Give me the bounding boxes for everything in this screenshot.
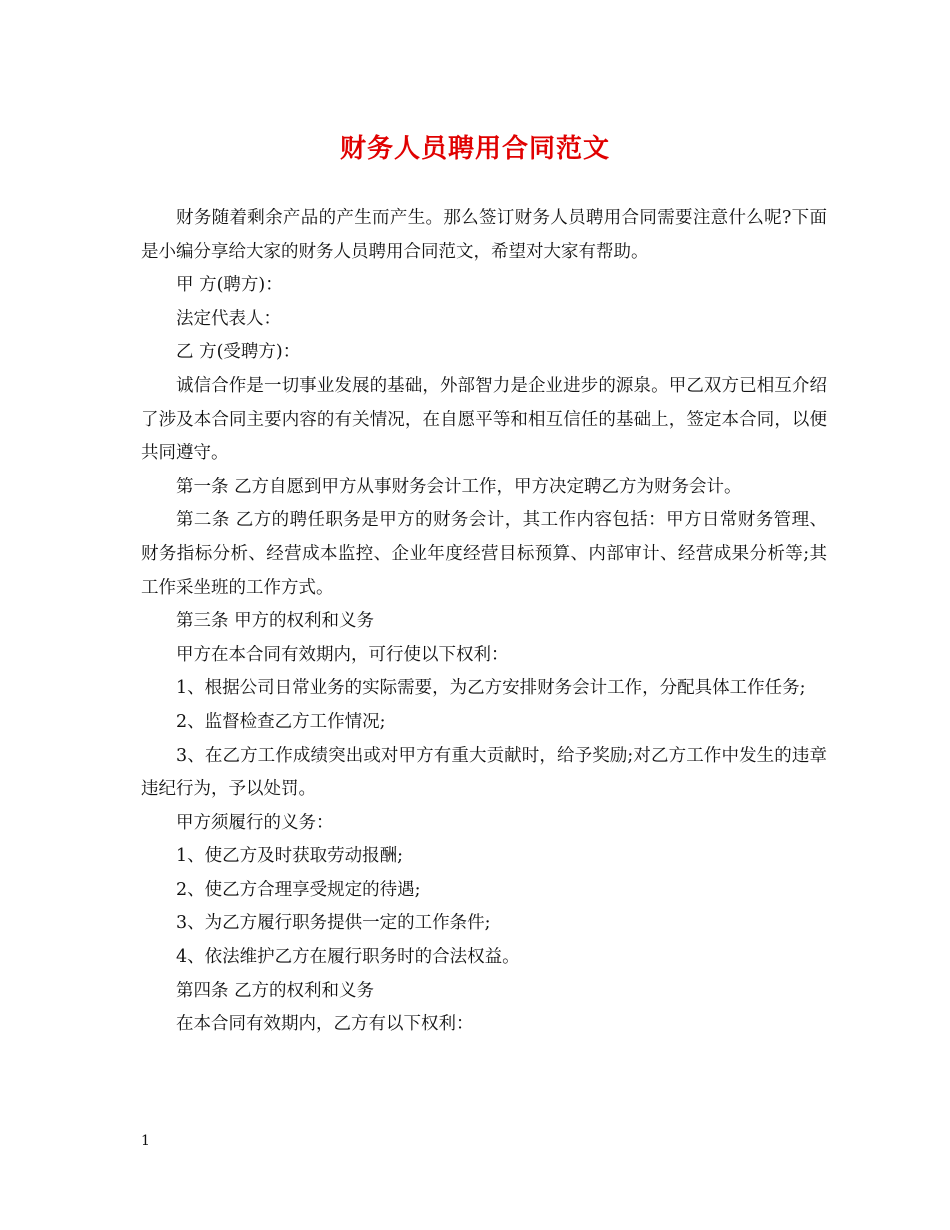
paragraph-party-a: 甲 方(聘方)： <box>176 275 283 296</box>
document-title: 财务人员聘用合同范文 <box>339 134 610 164</box>
paragraph-party-b: 乙 方(受聘方)： <box>176 342 301 363</box>
document-body <box>141 202 827 1042</box>
paragraph-intro: 财务随着剩余产品的产生而产生。那么签订财务人员聘用合同需要注意什么呢?下面是小编分享给大家的财务人员聘用合同范文，希望对大家有帮助。 <box>141 208 827 262</box>
paragraph-article-3-heading: 第三条 甲方的权利和义务 <box>176 611 375 632</box>
paragraph-party-a-duty-4: 4、依法维护乙方在履行职务时的合法权益。 <box>176 947 520 968</box>
paragraph-preamble: 诚信合作是一切事业发展的基础，外部智力是企业进步的源泉。甲乙双方已相互介绍了涉及本合同主要内容的有关情况，在自愿平等和相互信任的基础上，签定本合同，以便共同遵守。 <box>141 375 827 464</box>
paragraph-party-a-duty-1: 1、使乙方及时获取劳动报酬; <box>176 846 404 867</box>
paragraph-party-a-right-2: 2、监督检查乙方工作情况; <box>176 711 386 732</box>
paragraph-legal-representative: 法定代表人： <box>176 308 281 329</box>
page-number: 1 <box>141 1133 150 1149</box>
paragraph-party-b-rights-intro: 在本合同有效期内，乙方有以下权利： <box>176 1014 474 1035</box>
paragraph-article-1: 第一条 乙方自愿到甲方从事财务会计工作，甲方决定聘乙方为财务会计。 <box>176 476 742 497</box>
paragraph-party-a-right-3: 3、在乙方工作成绩突出或对甲方有重大贡献时，给予奖励;对乙方工作中发生的违章违纪行为，予以处罚。 <box>141 745 827 800</box>
paragraph-article-2: 第二条 乙方的聘任职务是甲方的财务会计，其工作内容包括：甲方日常财务管理、财务指标分析、经营成本监控、企业年度经营目标预算、内部审计、经营成果分析等;其工作采坐班的工作方式。 <box>141 510 827 598</box>
paragraph-party-a-rights-intro: 甲方在本合同有效期内，可行使以下权利： <box>176 644 509 665</box>
paragraph-party-a-duty-2: 2、使乙方合理享受规定的待遇; <box>176 879 421 900</box>
paragraph-article-4-heading: 第四条 乙方的权利和义务 <box>176 980 375 1001</box>
paragraph-party-a-right-1: 1、根据公司日常业务的实际需要，为乙方安排财务会计工作，分配具体工作任务; <box>176 678 806 699</box>
paragraph-party-a-duties-intro: 甲方须履行的义务： <box>176 812 334 833</box>
paragraph-party-a-duty-3: 3、为乙方履行职务提供一定的工作条件; <box>176 913 491 934</box>
